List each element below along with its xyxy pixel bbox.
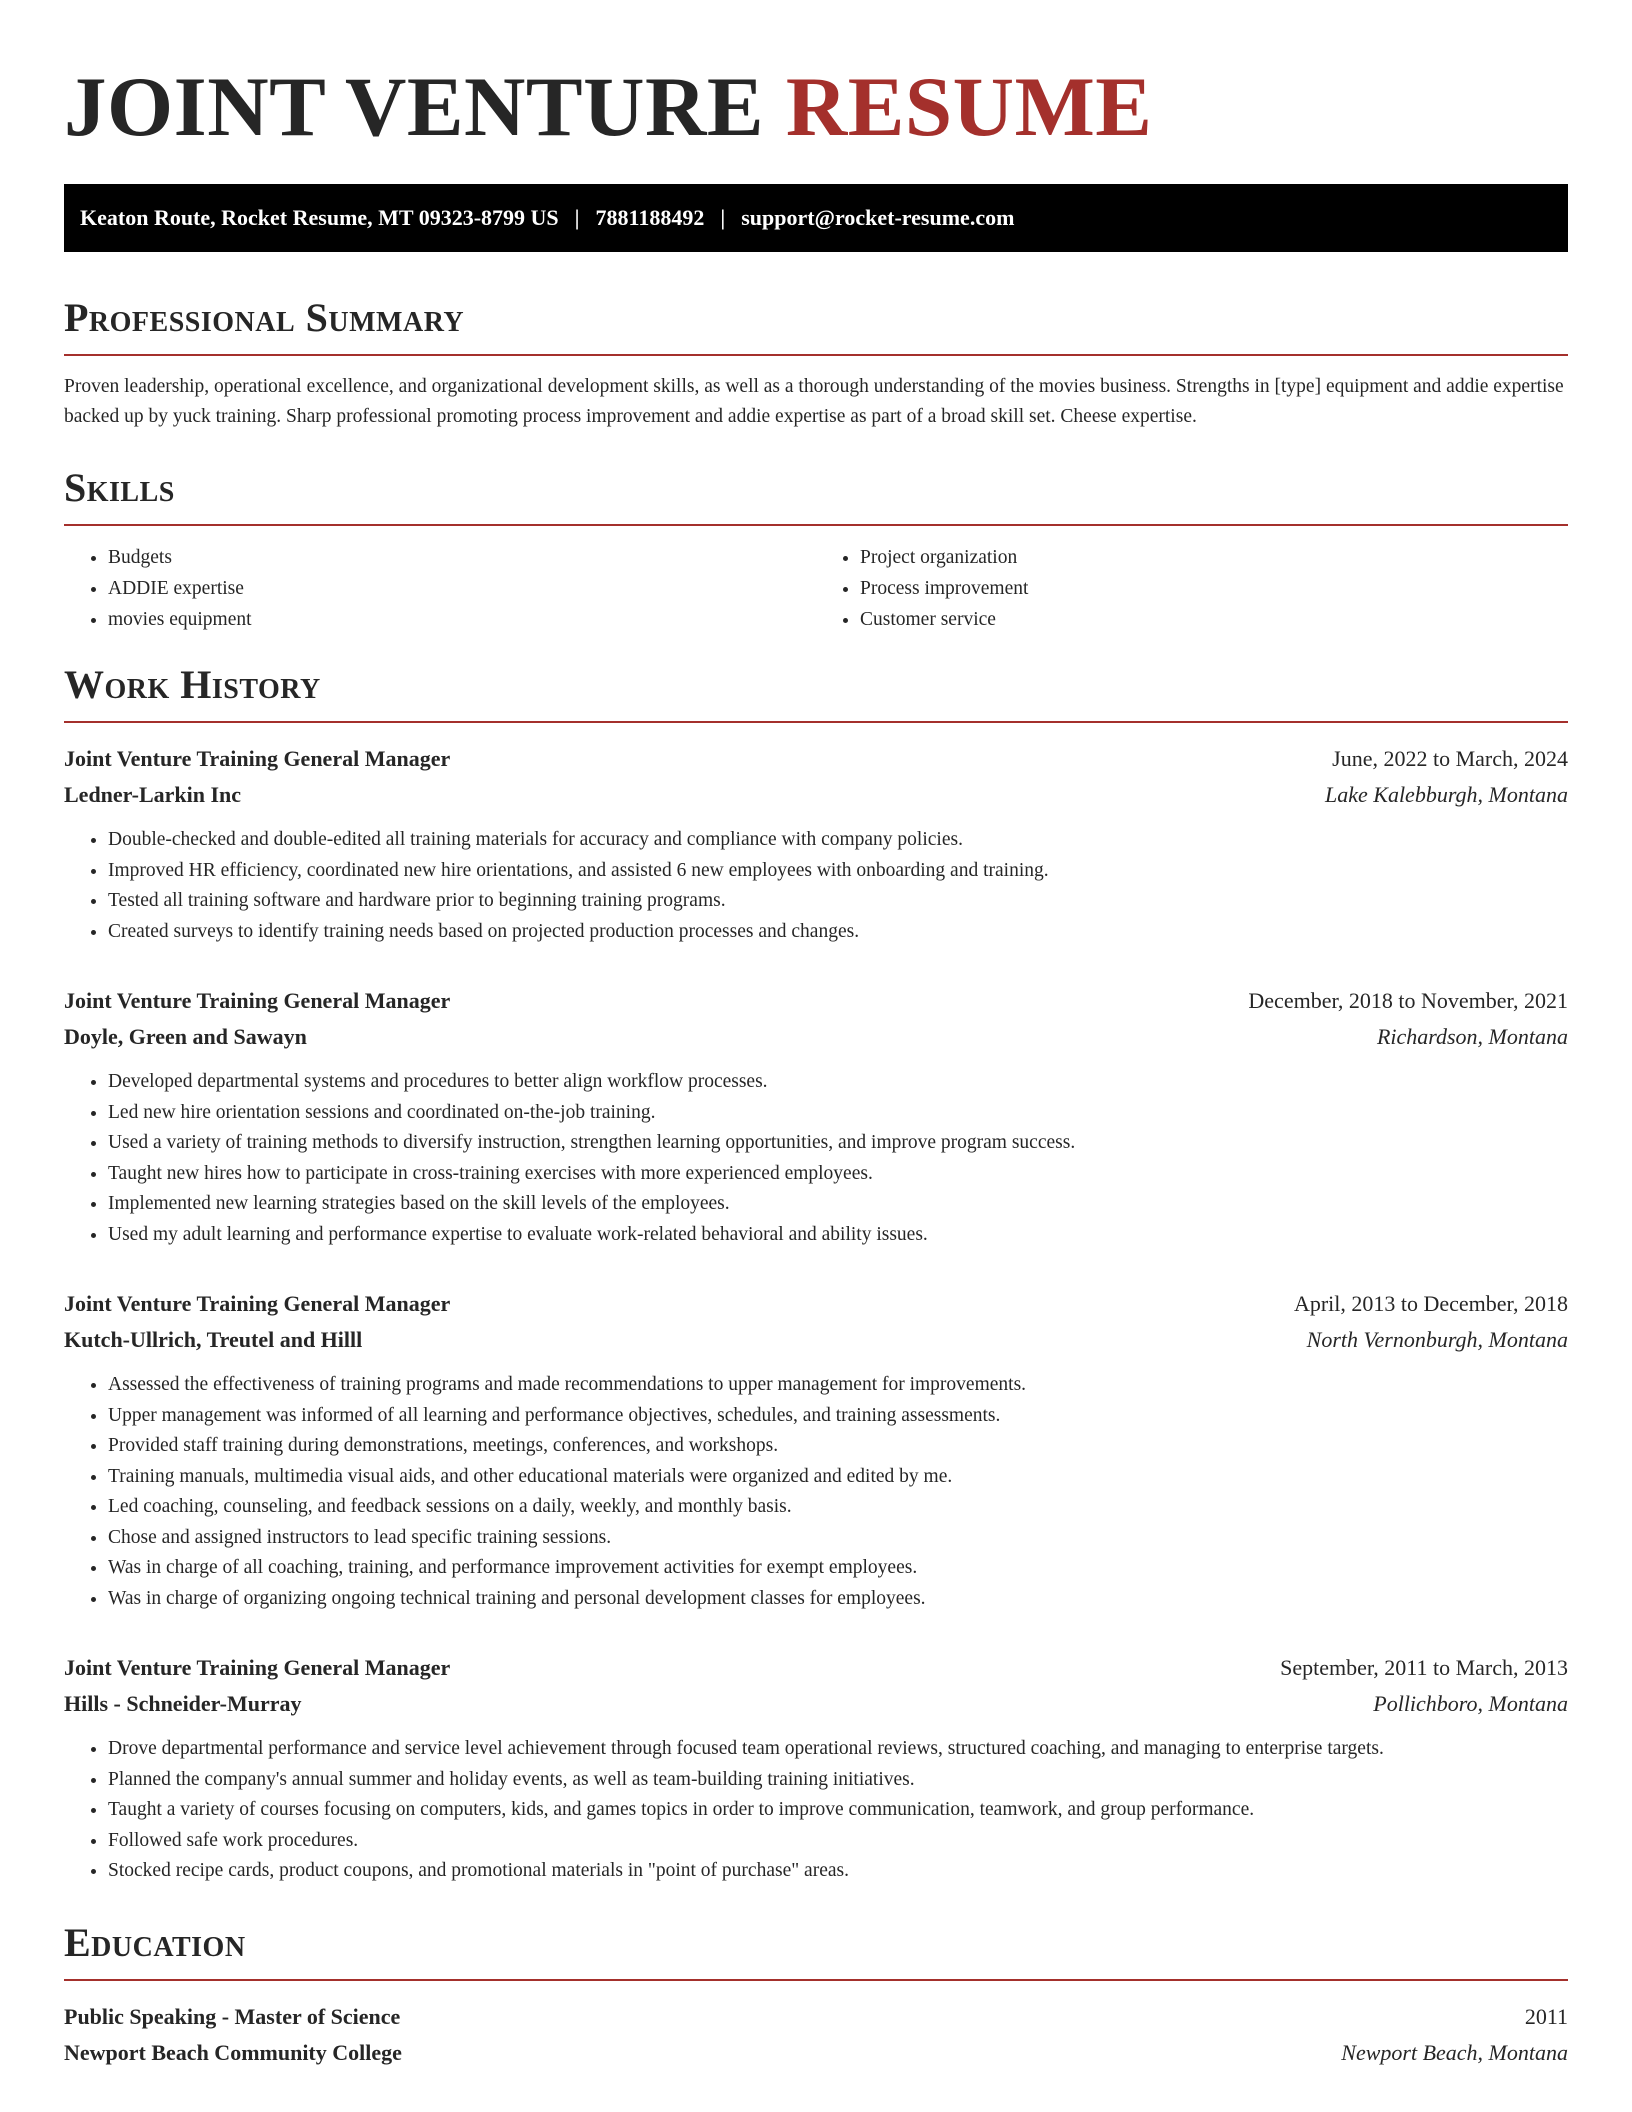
skill-item: • Process improvement: [860, 573, 1568, 604]
job-title-row: [64, 1286, 1568, 1322]
education-entry: [64, 1999, 1568, 2071]
job-bullet: • Upper management was informed of all learning and performance objectives, schedules, and training assessments.: [108, 1401, 1568, 1432]
job-entry: [64, 1650, 1568, 1887]
skill-item: • Project organization: [860, 542, 1568, 573]
education-school: Newport Beach Community College: [64, 2039, 402, 2065]
section-divider: [64, 354, 1568, 356]
skill-item: • ADDIE expertise: [108, 573, 816, 604]
job-company: Hills - Schneider-Murray: [64, 1691, 302, 1716]
work-history-section: [64, 663, 1568, 1887]
job-location: Pollichboro, Montana: [1373, 1691, 1568, 1716]
job-dates: June, 2022 to March, 2024: [1332, 746, 1568, 771]
contact-separator: |: [720, 205, 726, 230]
job-company: Doyle, Green and Sawayn: [64, 1024, 307, 1049]
job-company-row: [64, 1019, 1568, 1055]
contact-separator: |: [574, 205, 580, 230]
resume-title: [64, 60, 1568, 154]
education-heading: Education: [64, 1919, 246, 1965]
job-bullet: • Taught a variety of courses focusing on computers, kids, and games topics in order to improve communication, teamwork, and group performance.: [108, 1795, 1568, 1826]
job-bullet: • Used my adult learning and performance expertise to evaluate work-related behavioral and ability issues.: [108, 1220, 1568, 1251]
job-company: Kutch-Ullrich, Treutel and Hilll: [64, 1327, 363, 1352]
section-divider: [64, 1979, 1568, 1981]
job-bullet: • Implemented new learning strategies based on the skill levels of the employees.: [108, 1189, 1568, 1220]
skills-heading: Skills: [64, 465, 175, 510]
job-bullet: • Tested all training software and hardware prior to beginning training programs.: [108, 886, 1568, 917]
job-bullet: • Was in charge of organizing ongoing technical training and personal development classes for employees.: [108, 1584, 1568, 1615]
job-company: Ledner-Larkin Inc: [64, 782, 242, 807]
job-title-row: [64, 983, 1568, 1019]
contact-email: support@rocket-resume.com: [741, 205, 1015, 230]
job-bullet: • Provided staff training during demonstrations, meetings, conferences, and workshops.: [108, 1431, 1568, 1462]
job-bullets: [64, 1067, 1568, 1250]
section-divider: [64, 524, 1568, 526]
job-bullet: • Assessed the effectiveness of training programs and made recommendations to upper management for improvements.: [108, 1370, 1568, 1401]
education-year: 2011: [1524, 2003, 1568, 2029]
skills-columns: [64, 542, 1568, 635]
contact-phone: 7881188492: [595, 205, 705, 230]
work-history-heading: Work History: [64, 662, 321, 707]
job-bullet: • Followed safe work procedures.: [108, 1826, 1568, 1857]
contact-bar: [64, 184, 1568, 252]
skills-left-list: [64, 542, 816, 635]
job-bullets: [64, 1370, 1568, 1614]
job-bullet: • Used a variety of training methods to diversify instruction, strengthen learning opportunities, and improve program success.: [108, 1128, 1568, 1159]
summary-heading: Professional Summary: [64, 295, 465, 340]
job-bullet: • Was in charge of all coaching, training, and performance improvement activities for exempt employees.: [108, 1553, 1568, 1584]
job-title: Joint Venture Training General Manager: [64, 746, 451, 771]
job-title: Joint Venture Training General Manager: [64, 988, 451, 1013]
skill-item: • Budgets: [108, 542, 816, 573]
summary-section: [64, 296, 1568, 432]
job-title: Joint Venture Training General Manager: [64, 1655, 451, 1680]
job-dates: September, 2011 to March, 2013: [1280, 1655, 1568, 1680]
job-bullets: [64, 825, 1568, 947]
summary-text: Proven leadership, operational excellence, and organizational development skills, as well as a thorough understanding of the movies business. Strengths in [type] equipment and addie expertise backed up by yuck training. Sharp professional promoting process improvement and addie expertise as part of a broad skill set. Cheese expertise.: [64, 376, 1564, 427]
job-bullet: • Taught new hires how to participate in cross-training exercises with more experienced employees.: [108, 1159, 1568, 1190]
job-bullet: • Led new hire orientation sessions and coordinated on-the-job training.: [108, 1098, 1568, 1129]
education-location: Newport Beach, Montana: [1341, 2039, 1568, 2065]
job-bullet: • Drove departmental performance and service level achievement through focused team operational reviews, structured coaching, and managing to enterprise targets.: [108, 1734, 1568, 1765]
job-bullet: • Training manuals, multimedia visual aids, and other educational materials were organized and edited by me.: [108, 1462, 1568, 1493]
job-bullet: • Led coaching, counseling, and feedback sessions on a daily, weekly, and monthly basis.: [108, 1492, 1568, 1523]
job-company-row: [64, 1322, 1568, 1358]
education-degree: Public Speaking - Master of Science: [64, 2003, 401, 2029]
contact-address: Keaton Route, Rocket Resume, MT 09323-8799 US: [80, 205, 559, 230]
education-school-row: [64, 2035, 1568, 2071]
job-dates: December, 2018 to November, 2021: [1248, 988, 1568, 1013]
job-entry: [64, 1286, 1568, 1614]
education-section: [64, 1921, 1568, 2071]
job-bullet: • Planned the company's annual summer and holiday events, as well as team-building training initiatives.: [108, 1765, 1568, 1796]
job-location: North Vernonburgh, Montana: [1306, 1327, 1568, 1352]
section-divider: [64, 721, 1568, 723]
job-bullet: • Stocked recipe cards, product coupons, and promotional materials in "point of purchase" areas.: [108, 1856, 1568, 1887]
skill-item: • movies equipment: [108, 604, 816, 635]
title-accent: RESUME: [785, 60, 1153, 154]
skills-section: [64, 466, 1568, 635]
skill-item: • Customer service: [860, 604, 1568, 635]
job-bullets: [64, 1734, 1568, 1887]
job-title-row: [64, 1650, 1568, 1686]
job-bullet: • Chose and assigned instructors to lead specific training sessions.: [108, 1523, 1568, 1554]
title-main: JOINT VENTURE: [64, 60, 765, 154]
job-location: Richardson, Montana: [1376, 1024, 1568, 1049]
job-location: Lake Kalebburgh, Montana: [1325, 782, 1568, 807]
skills-right-list: [816, 542, 1568, 635]
job-title-row: [64, 741, 1568, 777]
job-entry: [64, 983, 1568, 1250]
job-bullet: • Improved HR efficiency, coordinated new hire orientations, and assisted 6 new employees with onboarding and training.: [108, 856, 1568, 887]
job-dates: April, 2013 to December, 2018: [1293, 1291, 1568, 1316]
job-company-row: [64, 777, 1568, 813]
job-title: Joint Venture Training General Manager: [64, 1291, 451, 1316]
job-bullet: • Developed departmental systems and procedures to better align workflow processes.: [108, 1067, 1568, 1098]
job-bullet: • Created surveys to identify training needs based on projected production processes and changes.: [108, 917, 1568, 948]
education-degree-row: [64, 1999, 1568, 2035]
job-bullet: • Double-checked and double-edited all training materials for accuracy and compliance with company policies.: [108, 825, 1568, 856]
job-company-row: [64, 1686, 1568, 1722]
job-entry: [64, 741, 1568, 947]
